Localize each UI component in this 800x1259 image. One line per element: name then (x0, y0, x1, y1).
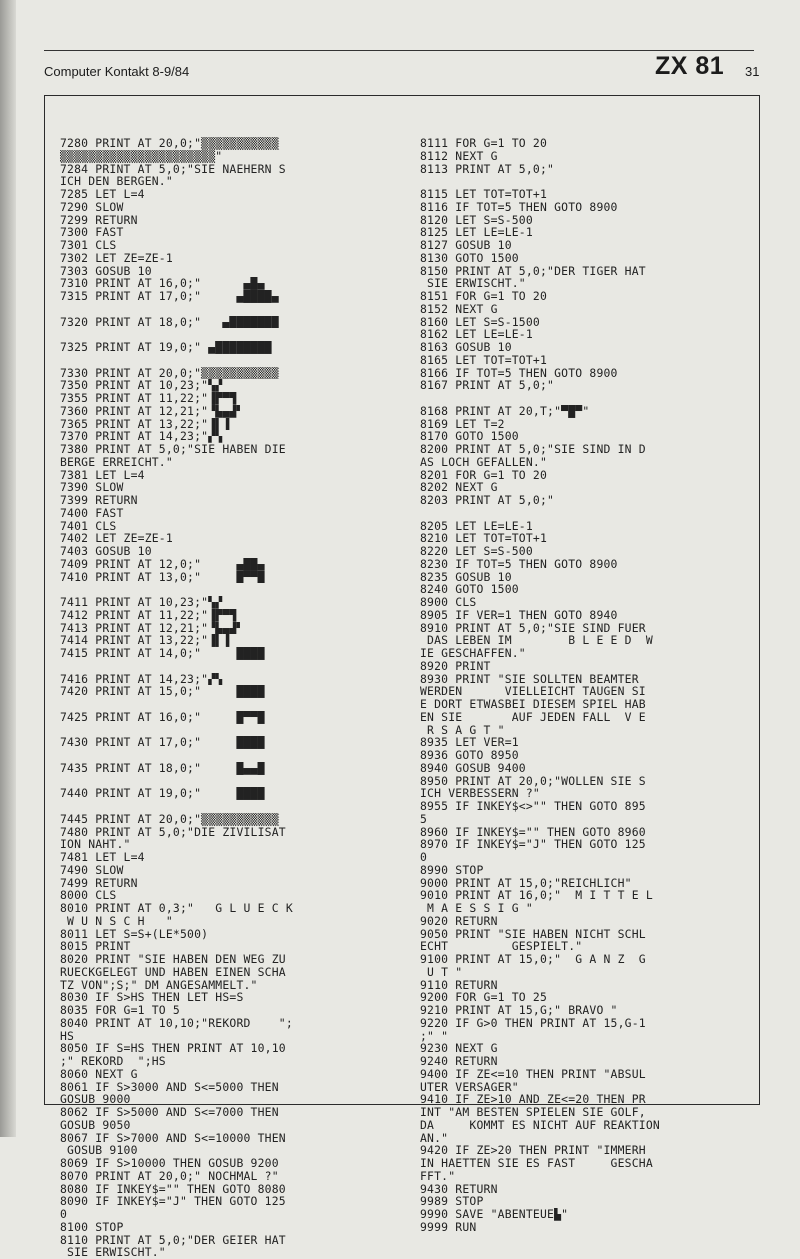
code-line: 8940 GOSUB 9400 (420, 761, 526, 775)
code-line: 7301 CLS (60, 239, 117, 252)
code-line (60, 800, 390, 813)
code-line: 7302 LET ZE=ZE-1 (60, 251, 173, 265)
code-line: RUECKGELEGT UND HABEN EINEN SCHA (60, 965, 286, 979)
code-line: 7310 PRINT AT 16,0;" ▄█▄ (60, 277, 265, 290)
code-line (60, 328, 390, 341)
code-line (60, 749, 390, 762)
code-line (60, 660, 390, 673)
code-line: 8910 PRINT AT 5,0;"SIE SIND FUER (420, 621, 646, 635)
code-line: 8202 NEXT G (420, 481, 498, 494)
code-line: 8127 GOSUB 10 (420, 239, 512, 252)
code-line: 8935 LET VER=1 (420, 736, 519, 749)
code-line: 8201 FOR G=1 TO 20 (420, 468, 548, 482)
code-line: ICH DEN BERGEN." (60, 175, 173, 188)
code-line: 8061 IF S>3000 AND S<=5000 THEN (60, 1080, 279, 1094)
code-line: 7350 PRINT AT 10,23;"▚▞ (60, 379, 223, 392)
code-line: 8050 IF S=HS THEN PRINT AT 10,10 (60, 1042, 286, 1055)
code-line: 9010 PRINT AT 16,0;" M I T T E L (420, 889, 653, 902)
code-line: 7381 LET L=4 (60, 468, 145, 482)
code-line: E DORT ETWASBEI DIESEM SPIEL HAB (420, 698, 646, 711)
code-line: HS (60, 1029, 75, 1043)
code-line: 9100 PRINT AT 15,0;" G A N Z G (420, 953, 646, 966)
code-line: 8235 GOSUB 10 (420, 570, 512, 584)
code-line: GOSUB 9000 (60, 1093, 131, 1106)
code-line: 8090 IF INKEY$="J" THEN GOTO 125 (60, 1195, 286, 1208)
code-line: 9400 IF ZE<=10 THEN PRINT "ABSUL (420, 1067, 646, 1081)
code-line: 8205 LET LE=LE-1 (420, 519, 533, 533)
code-line: 7430 PRINT AT 17,0;" ████ (60, 736, 265, 749)
code-line: 8163 GOSUB 10 (420, 341, 512, 354)
code-line: IN HAETTEN SIE ES FAST GESCHA (420, 1157, 653, 1170)
code-line: ;" REKORD ";HS (60, 1055, 166, 1068)
code-line: 7280 PRINT AT 20,0;"▒▒▒▒▒▒▒▒▒▒▒ (60, 137, 279, 150)
code-line: 7420 PRINT AT 15,0;" ████ (60, 685, 265, 698)
code-line: 8011 LET S=S+(LE*500) (60, 927, 209, 941)
code-line: 7435 PRINT AT 18,0;" █▄▄█ (60, 761, 265, 775)
code-line: 7360 PRINT AT 12,21;"▝▙▄▟▘ (60, 404, 244, 418)
code-line: 8990 STOP (420, 863, 484, 877)
code-line: 8040 PRINT AT 10,10;"REKORD "; (60, 1016, 293, 1030)
code-line: 8169 LET T=2 (420, 417, 505, 431)
code-line: 7399 RETURN (60, 494, 138, 507)
code-line: 8070 PRINT AT 20,0;" NOCHMAL ?" (60, 1169, 279, 1183)
code-line: 5 (420, 812, 428, 826)
code-line: 8203 PRINT AT 5,0;" (420, 494, 555, 507)
code-line: 7303 GOSUB 10 (60, 264, 152, 278)
code-line: 8210 LET TOT=TOT+1 (420, 532, 548, 545)
code-line: 9410 IF ZE>10 AND ZE<=20 THEN PR (420, 1093, 646, 1106)
code-line (60, 583, 390, 596)
code-line: 8010 PRINT AT 0,3;" G L U E C K (60, 902, 293, 915)
code-line: 8168 PRINT AT 20,T;"▀█▀" (420, 404, 590, 418)
code-line: ▒▒▒▒▒▒▒▒▒▒▒▒▒▒▒▒▒▒▒▒▒▒" (60, 149, 223, 163)
code-line: 7411 PRINT AT 10,23;"▚▞ (60, 596, 223, 609)
code-line: FFT." (420, 1169, 456, 1183)
code-line: 8166 IF TOT=5 THEN GOTO 8900 (420, 366, 618, 380)
code-line: 8162 LET LE=LE-1 (420, 328, 533, 341)
code-line: 8110 PRINT AT 5,0;"DER GEIER HAT (60, 1233, 286, 1247)
code-line: ION NAHT." (60, 838, 131, 851)
code-line (420, 507, 755, 520)
code-line: 7284 PRINT AT 5,0;"SIE NAEHERN S (60, 162, 286, 176)
listing-column-right (420, 137, 755, 1234)
code-line: U T " (420, 965, 463, 979)
code-line: 8920 PRINT (420, 659, 491, 673)
code-line: 7355 PRINT AT 11,22;"▐▛▀▜ (60, 392, 237, 405)
code-line: 7299 RETURN (60, 213, 138, 227)
code-line: 9200 FOR G=1 TO 25 (420, 991, 548, 1004)
header-rule (44, 50, 754, 51)
code-line: UTER VERSAGER" (420, 1080, 519, 1094)
code-line: 7325 PRINT AT 19,0;" ▄████████ (60, 341, 272, 354)
code-line: 7315 PRINT AT 17,0;" ▄████▄ (60, 290, 279, 303)
code-line (420, 392, 755, 405)
code-line: 7400 FAST (60, 506, 124, 520)
code-line: INT "AM BESTEN SPIELEN SIE GOLF, (420, 1106, 646, 1119)
code-line: DAS LEBEN IM B L E E D W (420, 634, 653, 647)
code-line: 7490 SLOW (60, 863, 124, 877)
code-line: 7365 PRINT AT 13,22;"▐▌▐ (60, 417, 230, 431)
code-line: 9240 RETURN (420, 1055, 498, 1068)
code-line: 7499 RETURN (60, 876, 138, 890)
code-line: TZ VON";S;" DM ANGESAMMELT." (60, 978, 258, 992)
magazine-issue: Computer Kontakt 8-9/84 (44, 64, 190, 79)
code-line: GOSUB 9100 (60, 1144, 138, 1157)
code-line: 8100 STOP (60, 1220, 124, 1234)
code-line: 9990 SAVE "ABENTEUE▙" (420, 1208, 569, 1221)
code-line: 7416 PRINT AT 14,23;"▞▚ (60, 672, 223, 686)
code-line: ICH VERBESSERN ?" (420, 787, 540, 800)
code-line: 9230 NEXT G (420, 1042, 498, 1055)
code-line: 8900 CLS (420, 596, 477, 609)
code-line: 7290 SLOW (60, 200, 124, 214)
code-line (60, 303, 390, 316)
code-line: 7409 PRINT AT 12,0;" ▄██▄ (60, 557, 265, 571)
code-line: 8115 LET TOT=TOT+1 (420, 188, 548, 201)
code-line: 7413 PRINT AT 12,21;"▝▙▄▟▘ (60, 621, 244, 635)
code-line: 8230 IF TOT=5 THEN GOTO 8900 (420, 557, 618, 571)
code-line: 8130 GOTO 1500 (420, 251, 519, 265)
code-line: 8165 LET TOT=TOT+1 (420, 353, 548, 367)
code-line: R S A G T " (420, 723, 505, 737)
code-line: 8151 FOR G=1 TO 20 (420, 290, 548, 303)
code-line: 8069 IF S>10000 THEN GOSUB 9200 (60, 1157, 279, 1170)
code-line: 9220 IF G>0 THEN PRINT AT 15,G-1 (420, 1016, 646, 1030)
code-line: BERGE ERREICHT." (60, 455, 173, 469)
code-line: 8930 PRINT "SIE SOLLTEN BEAMTER (420, 672, 639, 686)
code-line: 7412 PRINT AT 11,22;"▐▛▀▜ (60, 608, 237, 622)
code-line: 8000 CLS (60, 889, 117, 902)
code-line: 9989 STOP (420, 1195, 484, 1208)
code-line: 8113 PRINT AT 5,0;" (420, 162, 555, 176)
code-line: 9110 RETURN (420, 978, 498, 992)
code-line: 8950 PRINT AT 20,0;"WOLLEN SIE S (420, 774, 646, 788)
code-line: 9210 PRINT AT 15,G;" BRAVO " (420, 1004, 618, 1017)
code-line: 8112 NEXT G (420, 149, 498, 163)
code-line: 7320 PRINT AT 18,0;" ▄███████ (60, 315, 279, 329)
code-line: 9420 IF ZE>20 THEN PRINT "IMMERH (420, 1144, 646, 1157)
code-line: 7380 PRINT AT 5,0;"SIE HABEN DIE (60, 443, 286, 456)
code-line: 7370 PRINT AT 14,23;"▞▚ (60, 430, 223, 443)
code-line: 8160 LET S=S-1500 (420, 315, 540, 329)
code-line: 8030 IF S>HS THEN LET HS=S (60, 991, 244, 1004)
code-line: ;" " (420, 1029, 449, 1043)
code-line: 9000 PRINT AT 15,0;"REICHLICH" (420, 876, 632, 890)
code-line: 7425 PRINT AT 16,0;" █▀▀█ (60, 710, 265, 724)
code-line: 8116 IF TOT=5 THEN GOTO 8900 (420, 200, 618, 214)
code-line: 7410 PRINT AT 13,0;" █▀▀█ (60, 570, 265, 584)
listing-column-left (60, 137, 390, 1259)
page-edge-shadow (0, 0, 16, 1137)
code-line: 7480 PRINT AT 5,0;"DIE ZIVILISAT (60, 825, 286, 839)
code-line: 8035 FOR G=1 TO 5 (60, 1004, 180, 1017)
code-line: 7300 FAST (60, 226, 124, 239)
code-line: 8936 GOTO 8950 (420, 749, 519, 762)
code-line: 8067 IF S>7000 AND S<=10000 THEN (60, 1131, 286, 1145)
code-line: EN SIE AUF JEDEN FALL V E (420, 710, 646, 724)
code-line: 8220 LET S=S-500 (420, 545, 533, 558)
code-line: 8060 NEXT G (60, 1067, 138, 1081)
code-line: 8240 GOTO 1500 (420, 583, 519, 596)
code-line: 9430 RETURN (420, 1182, 498, 1196)
code-line: AN." (420, 1131, 449, 1145)
code-line: 8120 LET S=S-500 (420, 213, 533, 227)
code-line: 8200 PRINT AT 5,0;"SIE SIND IN D (420, 443, 646, 456)
code-line: 8170 GOTO 1500 (420, 430, 519, 443)
code-line: 0 (420, 851, 428, 864)
code-line: 0 (60, 1208, 68, 1221)
code-line: 8970 IF INKEY$="J" THEN GOTO 125 (420, 838, 646, 851)
code-line: 8125 LET LE=LE-1 (420, 226, 533, 239)
code-line: 7445 PRINT AT 20,0;"▒▒▒▒▒▒▒▒▒▒▒ (60, 812, 279, 826)
code-line: 9999 RUN (420, 1220, 477, 1234)
code-line: GOSUB 9050 (60, 1118, 131, 1132)
code-line: WERDEN VIELLEICHT TAUGEN SI (420, 685, 646, 698)
code-line: AS LOCH GEFALLEN." (420, 455, 548, 469)
code-line: 7440 PRINT AT 19,0;" ████ (60, 787, 265, 800)
code-line: 8150 PRINT AT 5,0;"DER TIGER HAT (420, 264, 646, 278)
code-line: W U N S C H " (60, 914, 173, 928)
code-line: 9020 RETURN (420, 914, 498, 928)
code-line: SIE ERWISCHT." (60, 1246, 166, 1259)
code-line: 7415 PRINT AT 14,0;" ████ (60, 647, 265, 660)
code-line: 7481 LET L=4 (60, 851, 145, 864)
code-line: 8905 IF VER=1 THEN GOTO 8940 (420, 608, 618, 622)
code-line (420, 175, 755, 188)
code-line: 7285 LET L=4 (60, 188, 145, 201)
code-line: 8020 PRINT "SIE HABEN DEN WEG ZU (60, 953, 286, 966)
code-line: 8152 NEXT G (420, 302, 498, 316)
code-line: 7403 GOSUB 10 (60, 545, 152, 558)
code-line (60, 354, 390, 367)
code-line: 7401 CLS (60, 519, 117, 533)
code-line: 9050 PRINT "SIE HABEN NICHT SCHL (420, 927, 646, 941)
code-line: ECHT GESPIELT." (420, 940, 583, 953)
code-line: SIE ERWISCHT." (420, 277, 526, 290)
code-line: 8111 FOR G=1 TO 20 (420, 137, 548, 150)
code-line: 8062 IF S>5000 AND S<=7000 THEN (60, 1106, 279, 1119)
code-line (60, 775, 390, 788)
code-line (60, 698, 390, 711)
code-line: DA KOMMT ES NICHT AUF REAKTION (420, 1118, 660, 1132)
brand-title: ZX 81 (655, 52, 725, 80)
code-line: M A E S S I G " (420, 902, 533, 915)
code-line: 7414 PRINT AT 13,22;"▐▌▐ (60, 634, 230, 647)
code-line (60, 724, 390, 737)
page-number: 31 (745, 64, 760, 79)
code-line: 7402 LET ZE=ZE-1 (60, 532, 173, 545)
code-line: 8167 PRINT AT 5,0;" (420, 379, 555, 392)
code-line: 8955 IF INKEY$<>"" THEN GOTO 895 (420, 800, 646, 813)
code-line: IE GESCHAFFEN." (420, 647, 526, 660)
code-line: 8015 PRINT (60, 940, 131, 953)
code-line: 8960 IF INKEY$="" THEN GOTO 8960 (420, 825, 646, 839)
code-line: 7330 PRINT AT 20,0;"▒▒▒▒▒▒▒▒▒▒▒ (60, 366, 279, 380)
code-line: 8080 IF INKEY$="" THEN GOTO 8080 (60, 1182, 286, 1196)
code-line: 7390 SLOW (60, 481, 124, 494)
